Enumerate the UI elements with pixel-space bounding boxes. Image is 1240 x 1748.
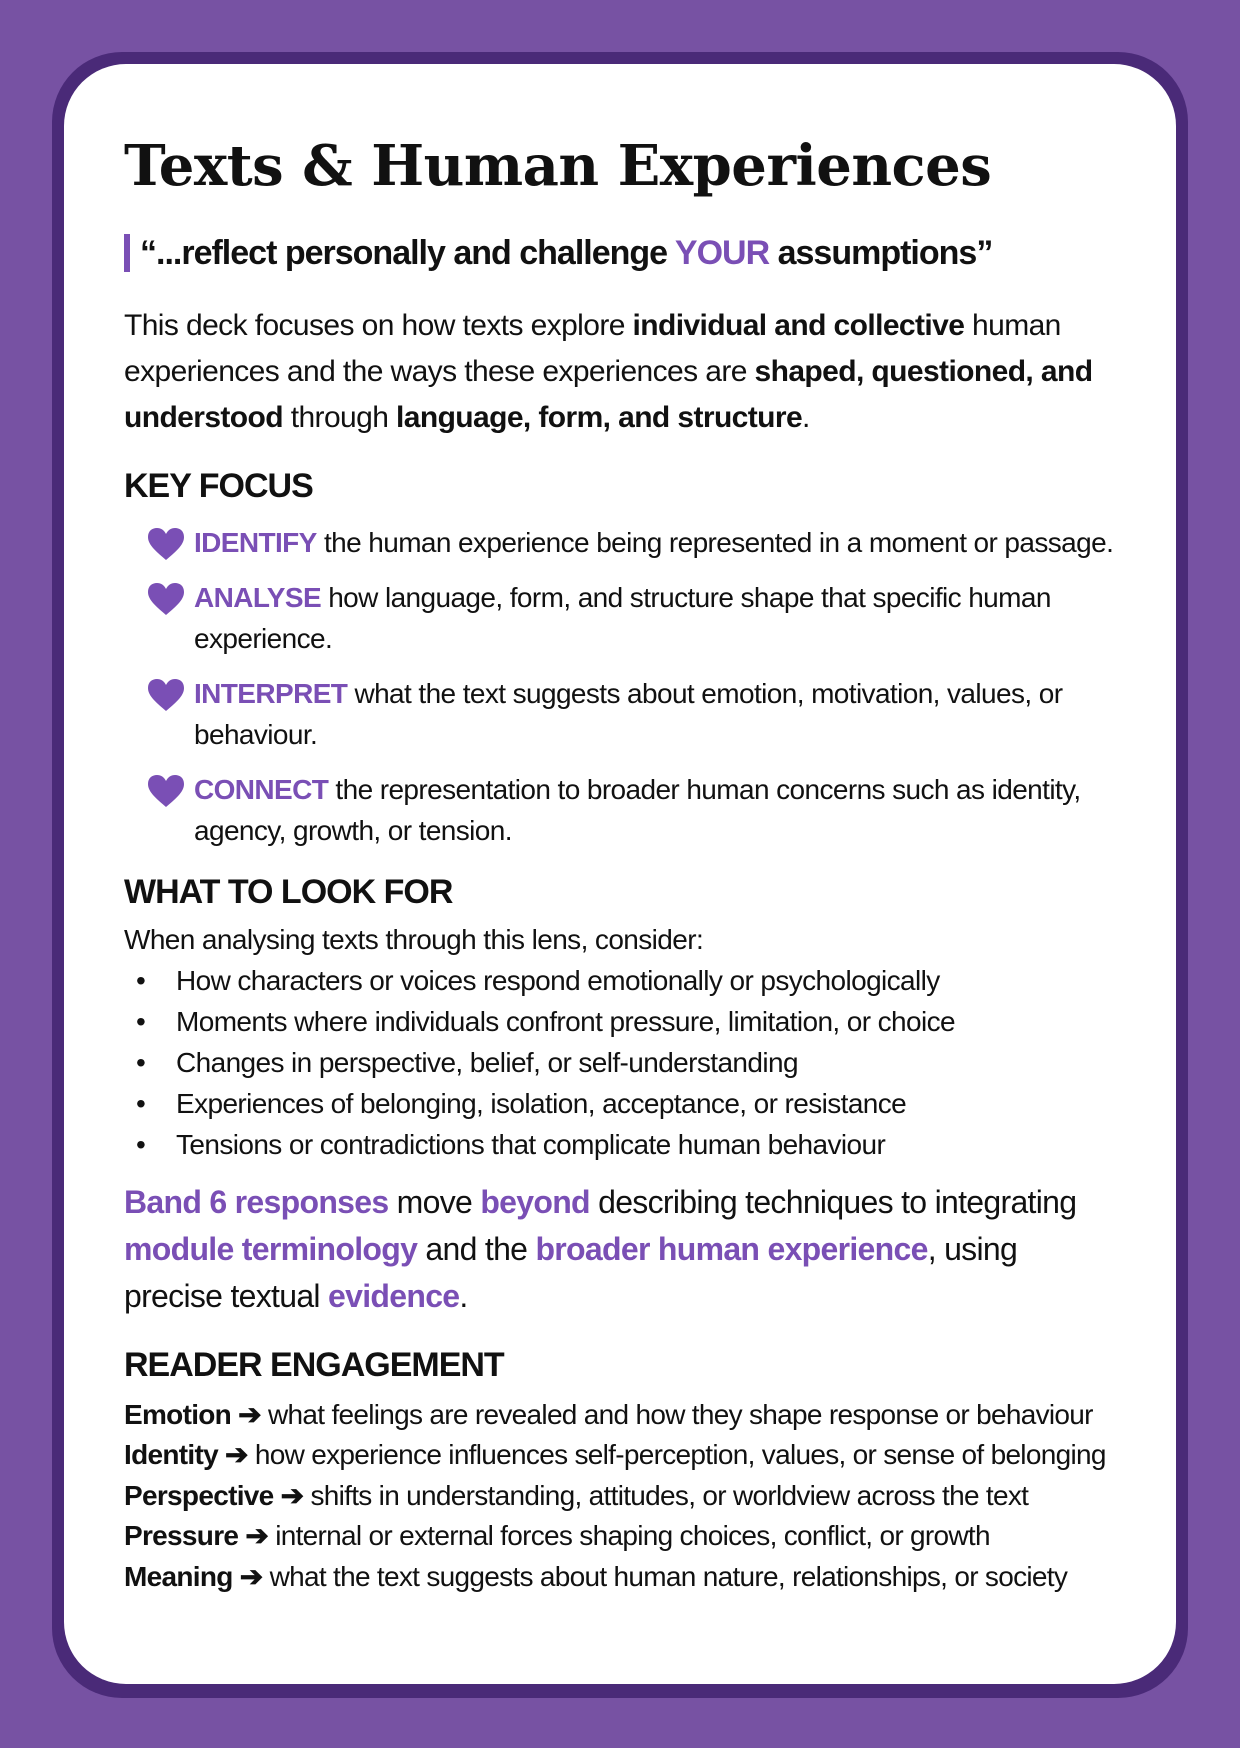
look-for-list: [124, 960, 1116, 1165]
bullet-icon: •: [136, 1005, 146, 1037]
focus-verb: IDENTIFY: [194, 526, 317, 558]
engagement-row: Identity ➔ how experience influences self-perception, values, or sense of belonging: [124, 1439, 1106, 1471]
list-item: • Moments where individuals confront pressure, limitation, or choice: [124, 1001, 1116, 1042]
focus-item: INTERPRET what the text suggests about emotion, motivation, values, or behaviour.: [146, 673, 1116, 755]
quote-highlight: YOUR: [674, 233, 770, 272]
focus-item: CONNECT the representation to broader human concerns such as identity, agency, growth, or tension.: [146, 769, 1116, 851]
heart-icon: [146, 773, 186, 809]
band-6-note: Band 6 responses move beyond describing techniques to integrating module terminology and the broader human experience, using precise textual evidence.: [124, 1183, 1077, 1314]
key-focus-heading: KEY FOCUS: [124, 466, 313, 505]
focus-verb: INTERPRET: [194, 677, 348, 709]
focus-item: IDENTIFY the human experience being represented in a moment or passage.: [146, 522, 1116, 563]
engagement-term: Identity: [124, 1439, 218, 1471]
bullet-icon: •: [136, 1046, 146, 1078]
heart-icon: [146, 581, 186, 617]
look-for-intro: When analysing texts through this lens, consider:: [124, 923, 704, 955]
bullet-icon: •: [136, 1087, 146, 1119]
intro-paragraph: This deck focuses on how texts explore individual and collective human experiences and the ways these experiences are shaped, questioned, and understood through language, form, and structure.: [124, 308, 1093, 434]
engagement-term: Perspective: [124, 1479, 274, 1511]
engagement-row: Perspective ➔ shifts in understanding, attitudes, or worldview across the text: [124, 1479, 1029, 1511]
engagement-row: Emotion ➔ what feelings are revealed and how they shape response or behaviour: [124, 1398, 1093, 1430]
arrow-icon: ➔: [238, 1520, 276, 1552]
focus-verb: ANALYSE: [194, 581, 322, 613]
quote-text: “...reflect personally and challenge YOUR assumptions”: [140, 233, 993, 272]
look-for-heading: WHAT TO LOOK FOR: [124, 872, 453, 911]
bullet-icon: •: [136, 964, 146, 996]
engagement-row: Meaning ➔ what the text suggests about human nature, relationships, or society: [124, 1560, 1068, 1592]
arrow-icon: ➔: [273, 1479, 311, 1511]
focus-verb: CONNECT: [194, 773, 329, 805]
heart-icon: [146, 677, 186, 713]
engagement-term: Meaning: [124, 1560, 233, 1592]
arrow-icon: ➔: [232, 1560, 270, 1592]
list-item: • Tensions or contradictions that complicate human behaviour: [124, 1124, 1116, 1165]
engagement-term: Pressure: [124, 1520, 239, 1552]
list-item: • How characters or voices respond emotionally or psychologically: [124, 960, 1116, 1001]
list-item: • Experiences of belonging, isolation, acceptance, or resistance: [124, 1083, 1116, 1124]
page-title: Texts & Human Experiences: [124, 133, 992, 199]
bullet-icon: •: [136, 1128, 146, 1160]
quote: [124, 234, 1116, 273]
quote-bar: [124, 234, 130, 272]
arrow-icon: ➔: [217, 1439, 255, 1471]
list-item: • Changes in perspective, belief, or self-understanding: [124, 1042, 1116, 1083]
engagement-heading: READER ENGAGEMENT: [124, 1345, 504, 1384]
heart-icon: [146, 526, 186, 562]
arrow-icon: ➔: [231, 1398, 269, 1430]
key-focus-list: [124, 522, 1116, 851]
info-card: [64, 64, 1176, 1684]
focus-item: ANALYSE how language, form, and structure shape that specific human experience.: [146, 577, 1116, 659]
engagement-list: [124, 1395, 1116, 1598]
engagement-row: Pressure ➔ internal or external forces shaping choices, conflict, or growth: [124, 1520, 990, 1552]
engagement-term: Emotion: [124, 1398, 232, 1430]
